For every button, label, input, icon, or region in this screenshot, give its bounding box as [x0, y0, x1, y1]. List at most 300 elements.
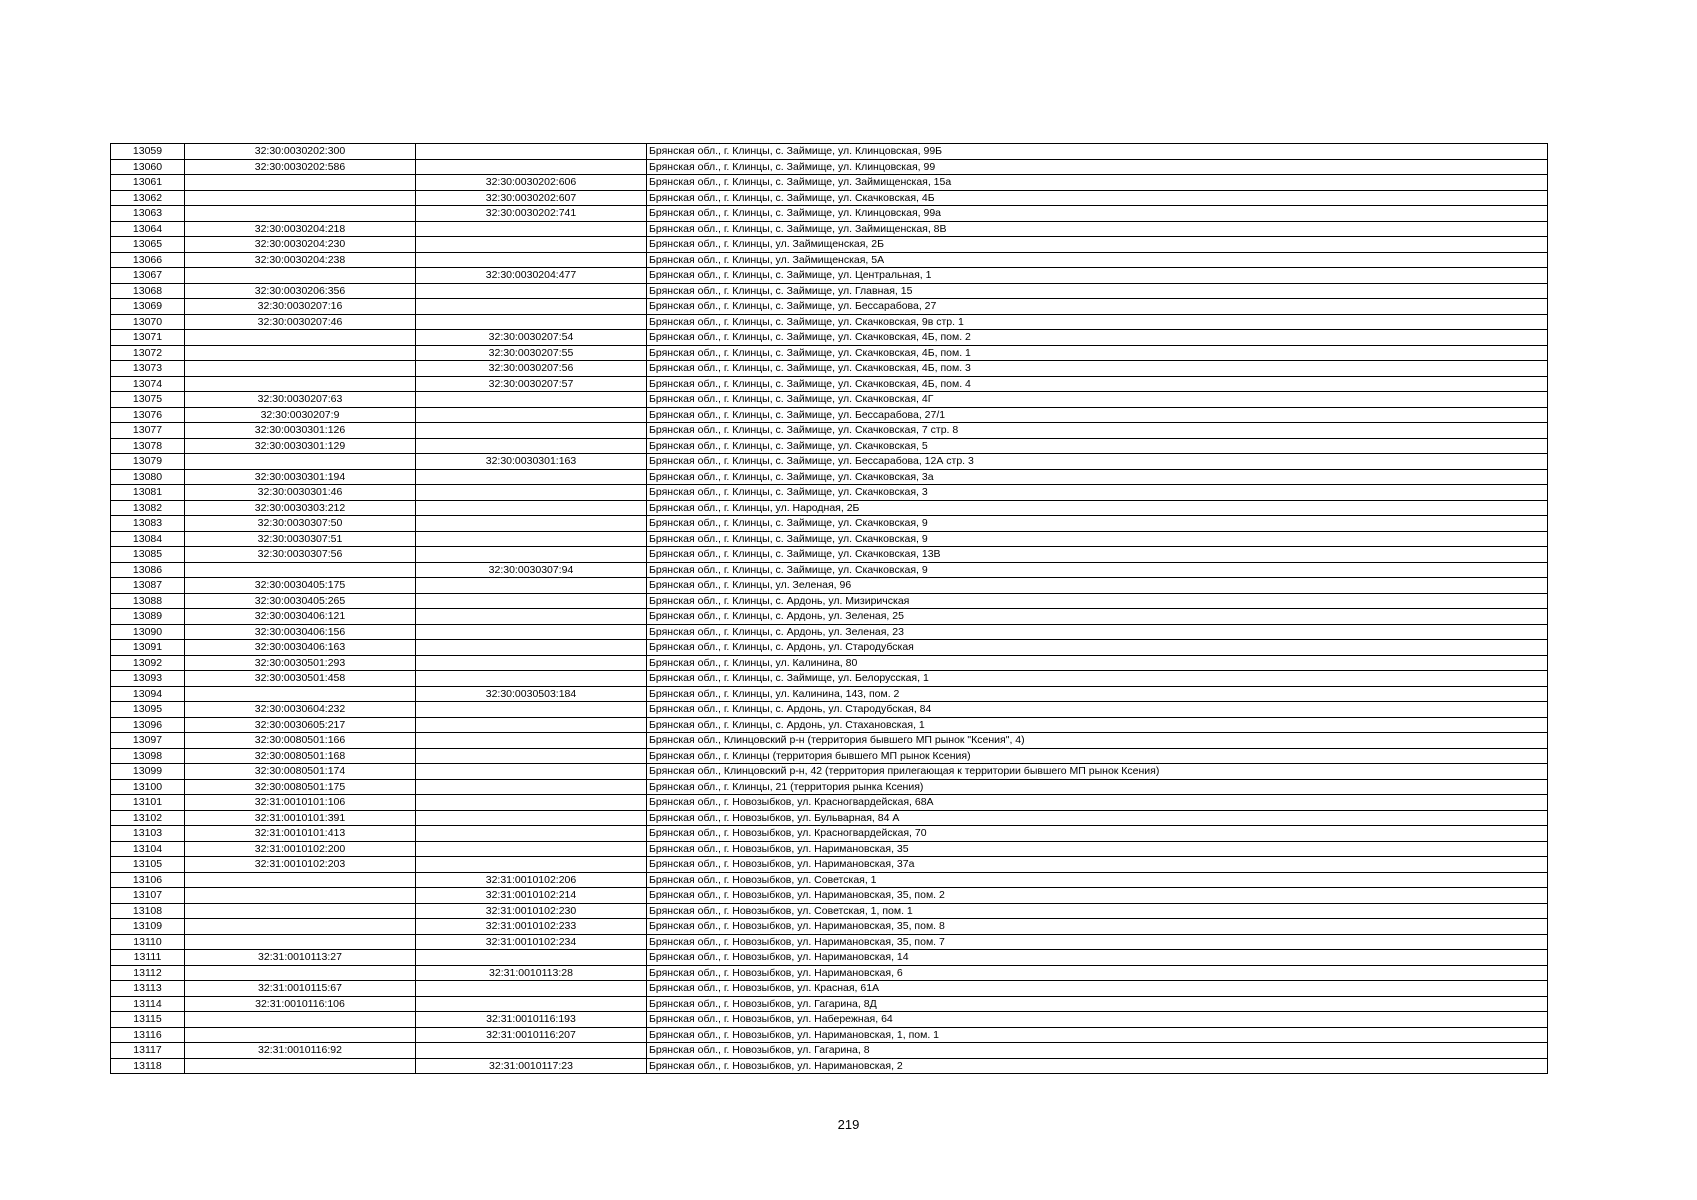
address-cell: Брянская обл., г. Новозыбков, ул. Наримановская, 1, пом. 1: [647, 1027, 1548, 1043]
premises-cadastral-number-cell: 32:30:0030503:184: [416, 686, 647, 702]
building-cadastral-number-cell: [185, 376, 416, 392]
address-cell: Брянская обл., г. Клинцы, ул. Народная, 2Б: [647, 500, 1548, 516]
table-row: [111, 795, 1548, 811]
building-cadastral-number-cell: 32:30:0030405:265: [185, 593, 416, 609]
premises-cadastral-number-cell: 32:30:0030202:741: [416, 206, 647, 222]
record-number-cell: 13085: [111, 547, 185, 563]
table-row: [111, 888, 1548, 904]
premises-cadastral-number-cell: 32:31:0010116:207: [416, 1027, 647, 1043]
building-cadastral-number-cell: 32:30:0030605:217: [185, 717, 416, 733]
record-number-cell: 13072: [111, 345, 185, 361]
table-row: [111, 547, 1548, 563]
property-registry-table: [110, 143, 1548, 1074]
table-row: [111, 562, 1548, 578]
record-number-cell: 13089: [111, 609, 185, 625]
address-cell: Брянская обл., г. Клинцы, с. Ардонь, ул. Зеленая, 25: [647, 609, 1548, 625]
building-cadastral-number-cell: 32:31:0010115:67: [185, 981, 416, 997]
table-row: [111, 299, 1548, 315]
record-number-cell: 13060: [111, 159, 185, 175]
address-cell: Брянская обл., г. Клинцы (территория бывшего МП рынок Ксения): [647, 748, 1548, 764]
premises-cadastral-number-cell: [416, 950, 647, 966]
record-number-cell: 13100: [111, 779, 185, 795]
record-number-cell: 13077: [111, 423, 185, 439]
building-cadastral-number-cell: 32:31:0010102:200: [185, 841, 416, 857]
premises-cadastral-number-cell: [416, 609, 647, 625]
premises-cadastral-number-cell: 32:30:0030204:477: [416, 268, 647, 284]
premises-cadastral-number-cell: [416, 392, 647, 408]
building-cadastral-number-cell: [185, 175, 416, 191]
premises-cadastral-number-cell: [416, 764, 647, 780]
table-row: [111, 950, 1548, 966]
table-row: [111, 175, 1548, 191]
building-cadastral-number-cell: [185, 934, 416, 950]
premises-cadastral-number-cell: 32:30:0030202:606: [416, 175, 647, 191]
premises-cadastral-number-cell: [416, 469, 647, 485]
table-row: [111, 361, 1548, 377]
address-cell: Брянская обл., г. Клинцы, с. Займище, ул. Центральная, 1: [647, 268, 1548, 284]
building-cadastral-number-cell: 32:30:0030301:46: [185, 485, 416, 501]
address-cell: Брянская обл., г. Клинцы, с. Ардонь, ул. Зеленая, 23: [647, 624, 1548, 640]
premises-cadastral-number-cell: 32:31:0010102:206: [416, 872, 647, 888]
address-cell: Брянская обл., г. Клинцы, с. Займище, ул. Скачковская, 4Г: [647, 392, 1548, 408]
building-cadastral-number-cell: [185, 562, 416, 578]
premises-cadastral-number-cell: [416, 655, 647, 671]
table-row: [111, 237, 1548, 253]
address-cell: Брянская обл., г. Клинцы, с. Займище, ул. Бессарабова, 12А стр. 3: [647, 454, 1548, 470]
building-cadastral-number-cell: 32:30:0030406:163: [185, 640, 416, 656]
record-number-cell: 13091: [111, 640, 185, 656]
record-number-cell: 13067: [111, 268, 185, 284]
building-cadastral-number-cell: [185, 1058, 416, 1074]
table-row: [111, 686, 1548, 702]
table-row: [111, 345, 1548, 361]
premises-cadastral-number-cell: [416, 485, 647, 501]
record-number-cell: 13084: [111, 531, 185, 547]
address-cell: Брянская обл., г. Новозыбков, ул. Красная, 61А: [647, 981, 1548, 997]
table-row: [111, 252, 1548, 268]
address-cell: Брянская обл., г. Клинцы, с. Займище, ул. Клинцовская, 99а: [647, 206, 1548, 222]
record-number-cell: 13101: [111, 795, 185, 811]
building-cadastral-number-cell: [185, 454, 416, 470]
table-row: [111, 283, 1548, 299]
address-cell: Брянская обл., г. Клинцы, с. Займище, ул. Скачковская, 4Б, пом. 2: [647, 330, 1548, 346]
record-number-cell: 13104: [111, 841, 185, 857]
record-number-cell: 13110: [111, 934, 185, 950]
table-row: [111, 190, 1548, 206]
record-number-cell: 13076: [111, 407, 185, 423]
premises-cadastral-number-cell: 32:31:0010102:214: [416, 888, 647, 904]
address-cell: Брянская обл., Клинцовский р-н, 42 (территория прилегающая к территории бывшего МП рынок Ксения): [647, 764, 1548, 780]
record-number-cell: 13079: [111, 454, 185, 470]
address-cell: Брянская обл., г. Новозыбков, ул. Наримановская, 35, пом. 8: [647, 919, 1548, 935]
table-row: [111, 392, 1548, 408]
premises-cadastral-number-cell: [416, 857, 647, 873]
premises-cadastral-number-cell: [416, 810, 647, 826]
building-cadastral-number-cell: [185, 345, 416, 361]
table-row: [111, 810, 1548, 826]
premises-cadastral-number-cell: 32:30:0030207:54: [416, 330, 647, 346]
building-cadastral-number-cell: 32:30:0030406:156: [185, 624, 416, 640]
building-cadastral-number-cell: 32:30:0080501:166: [185, 733, 416, 749]
building-cadastral-number-cell: 32:31:0010101:413: [185, 826, 416, 842]
table-row: [111, 903, 1548, 919]
premises-cadastral-number-cell: 32:30:0030202:607: [416, 190, 647, 206]
premises-cadastral-number-cell: [416, 252, 647, 268]
record-number-cell: 13109: [111, 919, 185, 935]
table-row: [111, 314, 1548, 330]
record-number-cell: 13088: [111, 593, 185, 609]
record-number-cell: 13083: [111, 516, 185, 532]
address-cell: Брянская обл., г. Новозыбков, ул. Бульварная, 84 А: [647, 810, 1548, 826]
table-row: [111, 857, 1548, 873]
address-cell: Брянская обл., г. Клинцы, ул. Займищенская, 2Б: [647, 237, 1548, 253]
table-row: [111, 159, 1548, 175]
record-number-cell: 13112: [111, 965, 185, 981]
record-number-cell: 13107: [111, 888, 185, 904]
building-cadastral-number-cell: [185, 268, 416, 284]
address-cell: Брянская обл., г. Новозыбков, ул. Наримановская, 2: [647, 1058, 1548, 1074]
table-row: [111, 748, 1548, 764]
address-cell: Брянская обл., г. Клинцы, с. Займище, ул. Скачковская, 3а: [647, 469, 1548, 485]
record-number-cell: 13081: [111, 485, 185, 501]
address-cell: Брянская обл., г. Клинцы, с. Займище, ул. Скачковская, 7 стр. 8: [647, 423, 1548, 439]
premises-cadastral-number-cell: [416, 299, 647, 315]
table-row: [111, 702, 1548, 718]
record-number-cell: 13061: [111, 175, 185, 191]
table-row: [111, 578, 1548, 594]
address-cell: Брянская обл., г. Клинцы, ул. Займищенская, 5А: [647, 252, 1548, 268]
record-number-cell: 13086: [111, 562, 185, 578]
record-number-cell: 13102: [111, 810, 185, 826]
building-cadastral-number-cell: 32:31:0010113:27: [185, 950, 416, 966]
address-cell: Брянская обл., г. Новозыбков, ул. Наримановская, 35: [647, 841, 1548, 857]
address-cell: Брянская обл., г. Клинцы, с. Займище, ул. Скачковская, 3: [647, 485, 1548, 501]
address-cell: Брянская обл., г. Клинцы, с. Ардонь, ул. Стародубская: [647, 640, 1548, 656]
address-cell: Брянская обл., г. Новозыбков, ул. Наримановская, 35, пом. 7: [647, 934, 1548, 950]
address-cell: Брянская обл., г. Клинцы, с. Займище, ул. Скачковская, 5: [647, 438, 1548, 454]
premises-cadastral-number-cell: [416, 438, 647, 454]
record-number-cell: 13096: [111, 717, 185, 733]
table-row: [111, 485, 1548, 501]
record-number-cell: 13092: [111, 655, 185, 671]
address-cell: Брянская обл., г. Новозыбков, ул. Красногвардейская, 68А: [647, 795, 1548, 811]
address-cell: Брянская обл., г. Клинцы, с. Займище, ул. Скачковская, 9: [647, 562, 1548, 578]
record-number-cell: 13062: [111, 190, 185, 206]
address-cell: Брянская обл., г. Новозыбков, ул. Красногвардейская, 70: [647, 826, 1548, 842]
record-number-cell: 13064: [111, 221, 185, 237]
table-row: [111, 268, 1548, 284]
premises-cadastral-number-cell: 32:31:0010113:28: [416, 965, 647, 981]
record-number-cell: 13098: [111, 748, 185, 764]
table-row: [111, 454, 1548, 470]
address-cell: Брянская обл., г. Клинцы, с. Займище, ул. Клинцовская, 99: [647, 159, 1548, 175]
table-row: [111, 609, 1548, 625]
premises-cadastral-number-cell: 32:31:0010117:23: [416, 1058, 647, 1074]
premises-cadastral-number-cell: [416, 841, 647, 857]
record-number-cell: 13095: [111, 702, 185, 718]
building-cadastral-number-cell: 32:30:0030202:300: [185, 144, 416, 160]
premises-cadastral-number-cell: [416, 578, 647, 594]
record-number-cell: 13114: [111, 996, 185, 1012]
premises-cadastral-number-cell: [416, 593, 647, 609]
premises-cadastral-number-cell: [416, 671, 647, 687]
premises-cadastral-number-cell: [416, 795, 647, 811]
building-cadastral-number-cell: [185, 190, 416, 206]
address-cell: Брянская обл., г. Клинцы, 21 (территория рынка Ксения): [647, 779, 1548, 795]
table-row: [111, 593, 1548, 609]
record-number-cell: 13094: [111, 686, 185, 702]
table-row: [111, 1043, 1548, 1059]
premises-cadastral-number-cell: [416, 547, 647, 563]
table-row: [111, 934, 1548, 950]
table-row: [111, 779, 1548, 795]
premises-cadastral-number-cell: 32:31:0010116:193: [416, 1012, 647, 1028]
table-row: [111, 330, 1548, 346]
building-cadastral-number-cell: 32:30:0030301:194: [185, 469, 416, 485]
building-cadastral-number-cell: 32:30:0030307:51: [185, 531, 416, 547]
address-cell: Брянская обл., Клинцовский р-н (территория бывшего МП рынок "Ксения", 4): [647, 733, 1548, 749]
building-cadastral-number-cell: [185, 888, 416, 904]
building-cadastral-number-cell: 32:31:0010116:106: [185, 996, 416, 1012]
record-number-cell: 13066: [111, 252, 185, 268]
record-number-cell: 13103: [111, 826, 185, 842]
premises-cadastral-number-cell: [416, 624, 647, 640]
record-number-cell: 13082: [111, 500, 185, 516]
record-number-cell: 13093: [111, 671, 185, 687]
table-row: [111, 872, 1548, 888]
address-cell: Брянская обл., г. Клинцы, с. Займище, ул. Скачковская, 9: [647, 516, 1548, 532]
table-row: [111, 965, 1548, 981]
address-cell: Брянская обл., г. Клинцы, с. Займище, ул. Бессарабова, 27: [647, 299, 1548, 315]
record-number-cell: 13105: [111, 857, 185, 873]
table-row: [111, 624, 1548, 640]
table-row: [111, 423, 1548, 439]
record-number-cell: 13073: [111, 361, 185, 377]
page-number: 219: [837, 1117, 860, 1132]
premises-cadastral-number-cell: [416, 717, 647, 733]
building-cadastral-number-cell: 32:31:0010101:391: [185, 810, 416, 826]
building-cadastral-number-cell: 32:30:0030301:129: [185, 438, 416, 454]
record-number-cell: 13111: [111, 950, 185, 966]
address-cell: Брянская обл., г. Клинцы, с. Займище, ул. Клинцовская, 99Б: [647, 144, 1548, 160]
address-cell: Брянская обл., г. Новозыбков, ул. Наримановская, 35, пом. 2: [647, 888, 1548, 904]
address-cell: Брянская обл., г. Клинцы, с. Займище, ул. Скачковская, 9в стр. 1: [647, 314, 1548, 330]
address-cell: Брянская обл., г. Новозыбков, ул. Наримановская, 6: [647, 965, 1548, 981]
address-cell: Брянская обл., г. Новозыбков, ул. Гагарина, 8: [647, 1043, 1548, 1059]
premises-cadastral-number-cell: [416, 423, 647, 439]
table-row: [111, 407, 1548, 423]
premises-cadastral-number-cell: 32:31:0010102:233: [416, 919, 647, 935]
address-cell: Брянская обл., г. Клинцы, с. Займище, ул. Займищенская, 8В: [647, 221, 1548, 237]
table-row: [111, 1027, 1548, 1043]
table-row: [111, 655, 1548, 671]
premises-cadastral-number-cell: [416, 531, 647, 547]
building-cadastral-number-cell: [185, 919, 416, 935]
building-cadastral-number-cell: [185, 361, 416, 377]
building-cadastral-number-cell: 32:30:0030406:121: [185, 609, 416, 625]
address-cell: Брянская обл., г. Клинцы, с. Займище, ул. Скачковская, 4Б, пом. 3: [647, 361, 1548, 377]
building-cadastral-number-cell: 32:30:0080501:168: [185, 748, 416, 764]
record-number-cell: 13097: [111, 733, 185, 749]
address-cell: Брянская обл., г. Клинцы, с. Займище, ул. Скачковская, 9: [647, 531, 1548, 547]
registry-table-body: [111, 144, 1548, 1074]
building-cadastral-number-cell: 32:30:0030301:126: [185, 423, 416, 439]
record-number-cell: 13113: [111, 981, 185, 997]
premises-cadastral-number-cell: [416, 516, 647, 532]
table-row: [111, 841, 1548, 857]
premises-cadastral-number-cell: [416, 237, 647, 253]
address-cell: Брянская обл., г. Клинцы, с. Ардонь, ул. Мизиричская: [647, 593, 1548, 609]
building-cadastral-number-cell: 32:31:0010102:203: [185, 857, 416, 873]
building-cadastral-number-cell: [185, 1012, 416, 1028]
building-cadastral-number-cell: [185, 965, 416, 981]
premises-cadastral-number-cell: [416, 748, 647, 764]
address-cell: Брянская обл., г. Клинцы, с. Займище, ул. Займищенская, 15а: [647, 175, 1548, 191]
building-cadastral-number-cell: [185, 686, 416, 702]
premises-cadastral-number-cell: [416, 159, 647, 175]
address-cell: Брянская обл., г. Клинцы, с. Займище, ул. Белорусская, 1: [647, 671, 1548, 687]
record-number-cell: 13068: [111, 283, 185, 299]
table-row: [111, 1058, 1548, 1074]
building-cadastral-number-cell: [185, 1027, 416, 1043]
table-row: [111, 733, 1548, 749]
premises-cadastral-number-cell: [416, 407, 647, 423]
address-cell: Брянская обл., г. Клинцы, с. Займище, ул. Бессарабова, 27/1: [647, 407, 1548, 423]
record-number-cell: 13115: [111, 1012, 185, 1028]
premises-cadastral-number-cell: [416, 221, 647, 237]
premises-cadastral-number-cell: [416, 283, 647, 299]
building-cadastral-number-cell: 32:30:0080501:174: [185, 764, 416, 780]
address-cell: Брянская обл., г. Новозыбков, ул. Набережная, 64: [647, 1012, 1548, 1028]
premises-cadastral-number-cell: [416, 500, 647, 516]
record-number-cell: 13069: [111, 299, 185, 315]
premises-cadastral-number-cell: [416, 779, 647, 795]
table-row: [111, 919, 1548, 935]
building-cadastral-number-cell: [185, 872, 416, 888]
address-cell: Брянская обл., г. Новозыбков, ул. Советская, 1, пом. 1: [647, 903, 1548, 919]
record-number-cell: 13059: [111, 144, 185, 160]
table-row: [111, 981, 1548, 997]
table-row: [111, 717, 1548, 733]
premises-cadastral-number-cell: [416, 733, 647, 749]
premises-cadastral-number-cell: 32:30:0030207:56: [416, 361, 647, 377]
building-cadastral-number-cell: 32:30:0080501:175: [185, 779, 416, 795]
address-cell: Брянская обл., г. Новозыбков, ул. Наримановская, 14: [647, 950, 1548, 966]
premises-cadastral-number-cell: 32:30:0030207:57: [416, 376, 647, 392]
building-cadastral-number-cell: 32:30:0030207:46: [185, 314, 416, 330]
building-cadastral-number-cell: 32:30:0030204:230: [185, 237, 416, 253]
building-cadastral-number-cell: [185, 206, 416, 222]
building-cadastral-number-cell: 32:30:0030501:293: [185, 655, 416, 671]
building-cadastral-number-cell: 32:30:0030307:56: [185, 547, 416, 563]
table-row: [111, 764, 1548, 780]
address-cell: Брянская обл., г. Новозыбков, ул. Гагарина, 8Д: [647, 996, 1548, 1012]
address-cell: Брянская обл., г. Клинцы, с. Займище, ул. Скачковская, 4Б: [647, 190, 1548, 206]
record-number-cell: 13087: [111, 578, 185, 594]
record-number-cell: 13080: [111, 469, 185, 485]
record-number-cell: 13118: [111, 1058, 185, 1074]
address-cell: Брянская обл., г. Клинцы, с. Ардонь, ул. Стародубская, 84: [647, 702, 1548, 718]
address-cell: Брянская обл., г. Клинцы, с. Займище, ул. Скачковская, 4Б, пом. 1: [647, 345, 1548, 361]
building-cadastral-number-cell: 32:30:0030207:9: [185, 407, 416, 423]
premises-cadastral-number-cell: [416, 314, 647, 330]
building-cadastral-number-cell: 32:30:0030206:356: [185, 283, 416, 299]
address-cell: Брянская обл., г. Новозыбков, ул. Наримановская, 37а: [647, 857, 1548, 873]
record-number-cell: 13106: [111, 872, 185, 888]
building-cadastral-number-cell: 32:30:0030307:50: [185, 516, 416, 532]
record-number-cell: 13108: [111, 903, 185, 919]
premises-cadastral-number-cell: 32:30:0030301:163: [416, 454, 647, 470]
building-cadastral-number-cell: [185, 903, 416, 919]
address-cell: Брянская обл., г. Клинцы, с. Займище, ул. Скачковская, 4Б, пом. 4: [647, 376, 1548, 392]
table-row: [111, 469, 1548, 485]
premises-cadastral-number-cell: 32:30:0030307:94: [416, 562, 647, 578]
record-number-cell: 13075: [111, 392, 185, 408]
premises-cadastral-number-cell: [416, 640, 647, 656]
record-number-cell: 13071: [111, 330, 185, 346]
building-cadastral-number-cell: 32:30:0030204:238: [185, 252, 416, 268]
premises-cadastral-number-cell: 32:30:0030207:55: [416, 345, 647, 361]
table-row: [111, 671, 1548, 687]
building-cadastral-number-cell: [185, 330, 416, 346]
building-cadastral-number-cell: 32:30:0030207:63: [185, 392, 416, 408]
table-row: [111, 206, 1548, 222]
premises-cadastral-number-cell: [416, 144, 647, 160]
premises-cadastral-number-cell: 32:31:0010102:234: [416, 934, 647, 950]
building-cadastral-number-cell: 32:30:0030303:212: [185, 500, 416, 516]
table-row: [111, 1012, 1548, 1028]
table-row: [111, 500, 1548, 516]
table-row: [111, 640, 1548, 656]
building-cadastral-number-cell: 32:30:0030202:586: [185, 159, 416, 175]
address-cell: Брянская обл., г. Клинцы, ул. Калинина, 143, пом. 2: [647, 686, 1548, 702]
record-number-cell: 13078: [111, 438, 185, 454]
premises-cadastral-number-cell: [416, 996, 647, 1012]
building-cadastral-number-cell: 32:30:0030405:175: [185, 578, 416, 594]
premises-cadastral-number-cell: [416, 1043, 647, 1059]
record-number-cell: 13063: [111, 206, 185, 222]
building-cadastral-number-cell: 32:30:0030207:16: [185, 299, 416, 315]
address-cell: Брянская обл., г. Клинцы, ул. Зеленая, 96: [647, 578, 1548, 594]
address-cell: Брянская обл., г. Клинцы, с. Займище, ул. Скачковская, 13В: [647, 547, 1548, 563]
table-row: [111, 438, 1548, 454]
table-row: [111, 826, 1548, 842]
table-row: [111, 531, 1548, 547]
address-cell: Брянская обл., г. Новозыбков, ул. Советская, 1: [647, 872, 1548, 888]
table-row: [111, 144, 1548, 160]
record-number-cell: 13117: [111, 1043, 185, 1059]
premises-cadastral-number-cell: 32:31:0010102:230: [416, 903, 647, 919]
address-cell: Брянская обл., г. Клинцы, с. Займище, ул. Главная, 15: [647, 283, 1548, 299]
building-cadastral-number-cell: 32:30:0030604:232: [185, 702, 416, 718]
record-number-cell: 13070: [111, 314, 185, 330]
building-cadastral-number-cell: 32:31:0010101:106: [185, 795, 416, 811]
record-number-cell: 13074: [111, 376, 185, 392]
table-row: [111, 221, 1548, 237]
premises-cadastral-number-cell: [416, 702, 647, 718]
record-number-cell: 13099: [111, 764, 185, 780]
address-cell: Брянская обл., г. Клинцы, с. Ардонь, ул. Стахановская, 1: [647, 717, 1548, 733]
table-row: [111, 516, 1548, 532]
premises-cadastral-number-cell: [416, 981, 647, 997]
building-cadastral-number-cell: 32:30:0030501:458: [185, 671, 416, 687]
table-row: [111, 996, 1548, 1012]
table-row: [111, 376, 1548, 392]
building-cadastral-number-cell: 32:30:0030204:218: [185, 221, 416, 237]
building-cadastral-number-cell: 32:31:0010116:92: [185, 1043, 416, 1059]
record-number-cell: 13090: [111, 624, 185, 640]
premises-cadastral-number-cell: [416, 826, 647, 842]
